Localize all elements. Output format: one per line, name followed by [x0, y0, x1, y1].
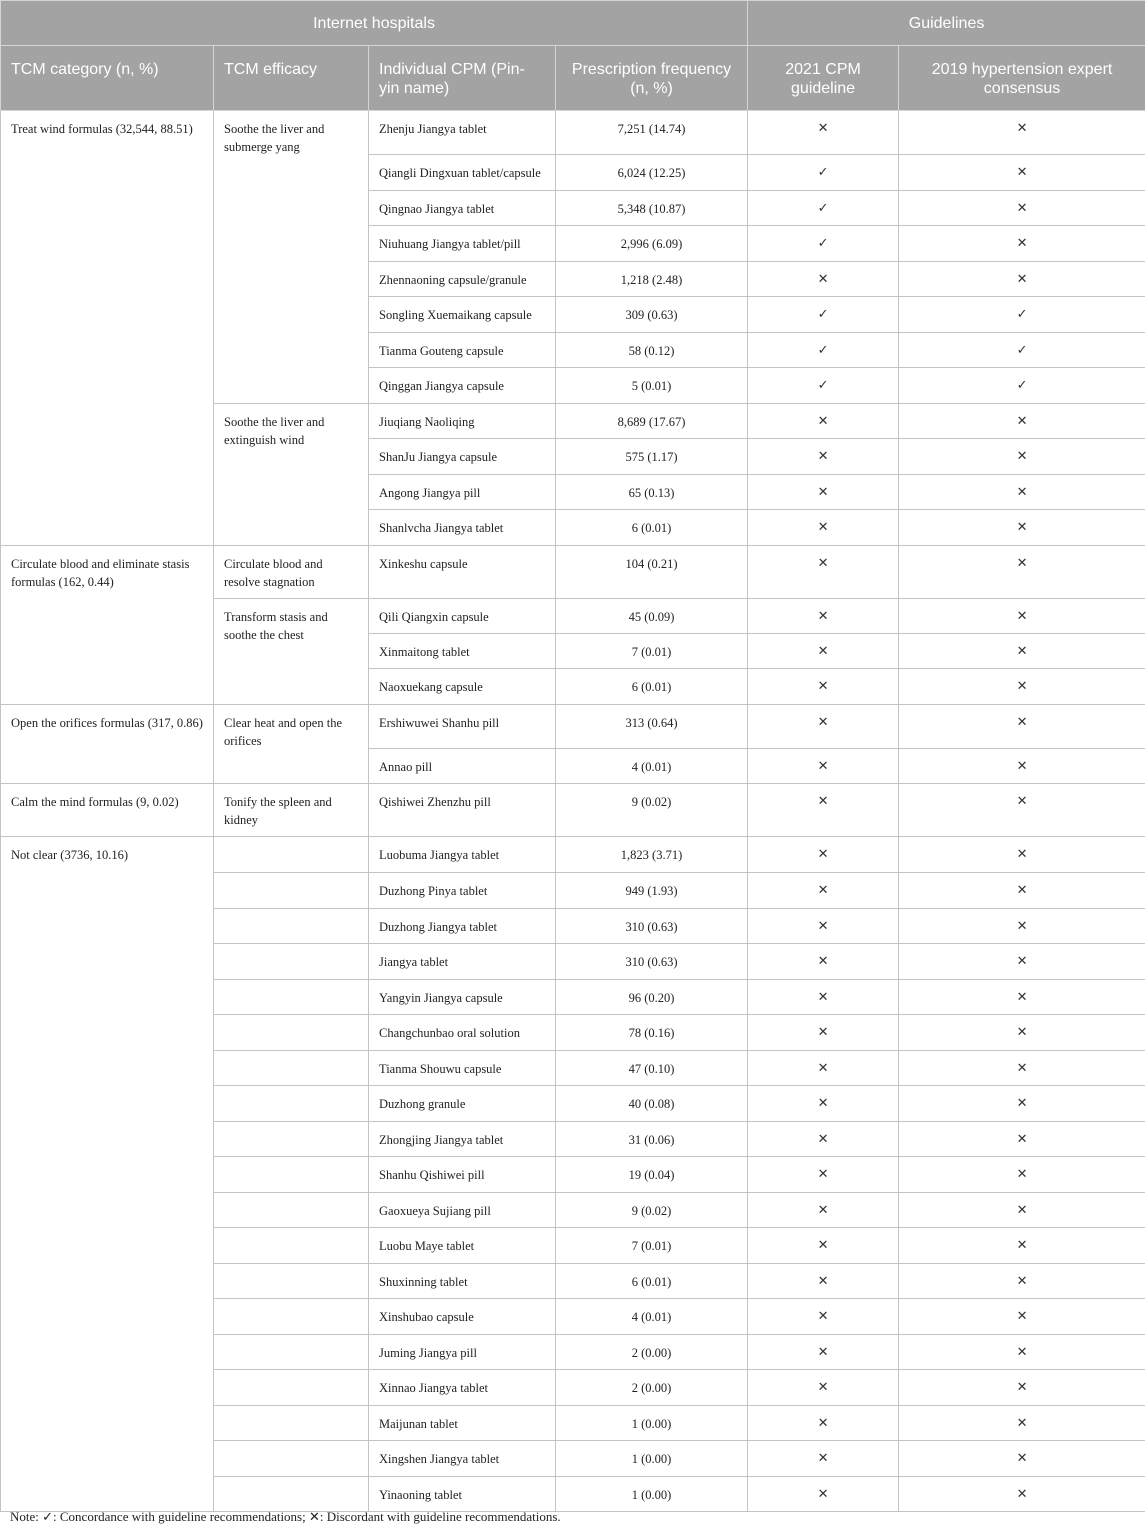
cpm-guideline-mark: ✓ — [748, 155, 899, 191]
cpm-name-cell: Zhenju Jiangya tablet — [369, 111, 556, 155]
cpm-name-cell: Xinshubao capsule — [369, 1299, 556, 1335]
consensus-mark: ✕ — [899, 111, 1145, 155]
cpm-guideline-mark: ✕ — [748, 784, 899, 837]
cpm-name-cell: Qili Qiangxin capsule — [369, 598, 556, 633]
cpm-name-cell: Juming Jiangya pill — [369, 1334, 556, 1370]
cpm-guideline-mark: ✕ — [748, 748, 899, 784]
column-header-frequency: Prescription frequency (n, %) — [556, 46, 748, 111]
cpm-name-cell: Luobu Maye tablet — [369, 1228, 556, 1264]
consensus-mark: ✕ — [899, 1405, 1145, 1441]
frequency-cell: 1,218 (2.48) — [556, 261, 748, 297]
efficacy-cell: Transform stasis and soothe the chest — [214, 598, 369, 704]
frequency-cell: 2 (0.00) — [556, 1334, 748, 1370]
cpm-name-cell: Xinnao Jiangya tablet — [369, 1370, 556, 1406]
efficacy-cell — [214, 944, 369, 980]
cpm-name-cell: Naoxuekang capsule — [369, 669, 556, 705]
efficacy-cell — [214, 979, 369, 1015]
consensus-mark: ✕ — [899, 1086, 1145, 1122]
column-header-cpm-guideline: 2021 CPM guideline — [748, 46, 899, 111]
efficacy-cell — [214, 1228, 369, 1264]
frequency-cell: 19 (0.04) — [556, 1157, 748, 1193]
cpm-guideline-mark: ✕ — [748, 510, 899, 546]
consensus-mark: ✕ — [899, 979, 1145, 1015]
consensus-mark: ✕ — [899, 1441, 1145, 1477]
efficacy-cell: Clear heat and open the orifices — [214, 704, 369, 784]
consensus-mark: ✕ — [899, 1192, 1145, 1228]
consensus-mark: ✓ — [899, 368, 1145, 404]
consensus-mark: ✕ — [899, 837, 1145, 873]
column-header-cpm: Individual CPM (Pin-yin name) — [369, 46, 556, 111]
frequency-cell: 6,024 (12.25) — [556, 155, 748, 191]
table-row — [1, 111, 1145, 155]
frequency-cell: 5,348 (10.87) — [556, 190, 748, 226]
consensus-mark: ✕ — [899, 1157, 1145, 1193]
cpm-guideline-mark: ✕ — [748, 598, 899, 633]
table-row — [1, 837, 1145, 873]
cpm-name-cell: Xingshen Jiangya tablet — [369, 1441, 556, 1477]
consensus-mark: ✕ — [899, 545, 1145, 598]
consensus-mark: ✕ — [899, 1228, 1145, 1264]
cpm-name-cell: Duzhong Pinya tablet — [369, 873, 556, 909]
table-row — [1, 704, 1145, 748]
cpm-guideline-mark: ✕ — [748, 837, 899, 873]
efficacy-cell — [214, 1370, 369, 1406]
cpm-name-cell: Shanlvcha Jiangya tablet — [369, 510, 556, 546]
cpm-guideline-mark: ✕ — [748, 1015, 899, 1051]
category-cell: Not clear (3736, 10.16) — [1, 837, 214, 1512]
cpm-guideline-mark: ✓ — [748, 332, 899, 368]
cpm-name-cell: Gaoxueya Sujiang pill — [369, 1192, 556, 1228]
consensus-mark: ✕ — [899, 474, 1145, 510]
table-body — [1, 111, 1145, 1512]
cpm-guideline-mark: ✕ — [748, 1405, 899, 1441]
frequency-cell: 1,823 (3.71) — [556, 837, 748, 873]
cpm-guideline-mark: ✕ — [748, 1228, 899, 1264]
group-header-internet-hospitals: Internet hospitals — [1, 1, 748, 46]
cpm-guideline-mark: ✓ — [748, 226, 899, 262]
consensus-mark: ✕ — [899, 704, 1145, 748]
cpm-name-cell: Changchunbao oral solution — [369, 1015, 556, 1051]
efficacy-cell — [214, 1050, 369, 1086]
cpm-name-cell: Xinkeshu capsule — [369, 545, 556, 598]
consensus-mark: ✕ — [899, 1476, 1145, 1512]
frequency-cell: 7 (0.01) — [556, 633, 748, 669]
frequency-cell: 310 (0.63) — [556, 944, 748, 980]
efficacy-cell — [214, 1405, 369, 1441]
efficacy-cell: Soothe the liver and submerge yang — [214, 111, 369, 404]
cpm-name-cell: Luobuma Jiangya tablet — [369, 837, 556, 873]
frequency-cell: 4 (0.01) — [556, 748, 748, 784]
frequency-cell: 45 (0.09) — [556, 598, 748, 633]
frequency-cell: 2 (0.00) — [556, 1370, 748, 1406]
cpm-name-cell: ShanJu Jiangya capsule — [369, 439, 556, 475]
frequency-cell: 9 (0.02) — [556, 784, 748, 837]
consensus-mark: ✕ — [899, 403, 1145, 439]
frequency-cell: 6 (0.01) — [556, 510, 748, 546]
frequency-cell: 309 (0.63) — [556, 297, 748, 333]
column-header-consensus: 2019 hypertension expert consensus — [899, 46, 1145, 111]
consensus-mark: ✕ — [899, 748, 1145, 784]
frequency-cell: 4 (0.01) — [556, 1299, 748, 1335]
efficacy-cell — [214, 1192, 369, 1228]
cpm-name-cell: Tianma Gouteng capsule — [369, 332, 556, 368]
consensus-mark: ✕ — [899, 226, 1145, 262]
frequency-cell: 5 (0.01) — [556, 368, 748, 404]
cpm-name-cell: Yinaoning tablet — [369, 1476, 556, 1512]
consensus-mark: ✓ — [899, 297, 1145, 333]
consensus-mark: ✕ — [899, 1370, 1145, 1406]
cpm-name-cell: Duzhong Jiangya tablet — [369, 908, 556, 944]
group-header-guidelines: Guidelines — [748, 1, 1145, 46]
cpm-guideline-mark: ✕ — [748, 704, 899, 748]
consensus-mark: ✕ — [899, 633, 1145, 669]
efficacy-cell — [214, 1086, 369, 1122]
cpm-name-cell: Ershiwuwei Shanhu pill — [369, 704, 556, 748]
cpm-guideline-mark: ✕ — [748, 1121, 899, 1157]
cpm-name-cell: Tianma Shouwu capsule — [369, 1050, 556, 1086]
table-row — [1, 784, 1145, 837]
efficacy-cell — [214, 1015, 369, 1051]
consensus-mark: ✕ — [899, 1334, 1145, 1370]
frequency-cell: 6 (0.01) — [556, 669, 748, 705]
cpm-name-cell: Qiangli Dingxuan tablet/capsule — [369, 155, 556, 191]
column-header-category: TCM category (n, %) — [1, 46, 214, 111]
frequency-cell: 310 (0.63) — [556, 908, 748, 944]
table-note: Note: ✓: Concordance with guideline recommendations; ✕: Discordant with guideline recommendations. — [10, 1509, 561, 1524]
category-cell: Open the orifices formulas (317, 0.86) — [1, 704, 214, 784]
cpm-guideline-mark: ✓ — [748, 297, 899, 333]
cpm-guideline-mark: ✕ — [748, 261, 899, 297]
cpm-guideline-mark: ✕ — [748, 979, 899, 1015]
category-cell: Circulate blood and eliminate stasis formulas (162, 0.44) — [1, 545, 214, 704]
consensus-mark: ✓ — [899, 332, 1145, 368]
consensus-mark: ✕ — [899, 1263, 1145, 1299]
cpm-guideline-mark: ✕ — [748, 944, 899, 980]
efficacy-cell: Tonify the spleen and kidney — [214, 784, 369, 837]
consensus-mark: ✕ — [899, 598, 1145, 633]
cpm-guideline-mark: ✕ — [748, 669, 899, 705]
frequency-cell: 104 (0.21) — [556, 545, 748, 598]
consensus-mark: ✕ — [899, 1299, 1145, 1335]
frequency-cell: 96 (0.20) — [556, 979, 748, 1015]
consensus-mark: ✕ — [899, 155, 1145, 191]
cpm-name-cell: Jiangya tablet — [369, 944, 556, 980]
frequency-cell: 313 (0.64) — [556, 704, 748, 748]
frequency-cell: 65 (0.13) — [556, 474, 748, 510]
cpm-guideline-mark: ✕ — [748, 111, 899, 155]
cpm-name-cell: Shuxinning tablet — [369, 1263, 556, 1299]
cpm-guideline-mark: ✕ — [748, 1157, 899, 1193]
efficacy-cell — [214, 1476, 369, 1512]
cpm-guideline-mark: ✕ — [748, 633, 899, 669]
frequency-cell: 1 (0.00) — [556, 1476, 748, 1512]
cpm-guideline-mark: ✕ — [748, 439, 899, 475]
category-cell: Treat wind formulas (32,544, 88.51) — [1, 111, 214, 546]
cpm-name-cell: Yangyin Jiangya capsule — [369, 979, 556, 1015]
frequency-cell: 58 (0.12) — [556, 332, 748, 368]
cpm-guideline-mark: ✕ — [748, 1370, 899, 1406]
consensus-mark: ✕ — [899, 1015, 1145, 1051]
cpm-name-cell: Zhongjing Jiangya tablet — [369, 1121, 556, 1157]
frequency-cell: 1 (0.00) — [556, 1441, 748, 1477]
cpm-name-cell: Xinmaitong tablet — [369, 633, 556, 669]
consensus-mark: ✕ — [899, 1121, 1145, 1157]
consensus-mark: ✕ — [899, 669, 1145, 705]
cpm-name-cell: Jiuqiang Naoliqing — [369, 403, 556, 439]
efficacy-cell — [214, 1299, 369, 1335]
cpm-guideline-mark: ✕ — [748, 1334, 899, 1370]
efficacy-cell — [214, 837, 369, 873]
cpm-name-cell: Qingnao Jiangya tablet — [369, 190, 556, 226]
cpm-guideline-mark: ✕ — [748, 908, 899, 944]
cpm-guideline-mark: ✕ — [748, 403, 899, 439]
efficacy-cell — [214, 873, 369, 909]
category-cell: Calm the mind formulas (9, 0.02) — [1, 784, 214, 837]
frequency-cell: 40 (0.08) — [556, 1086, 748, 1122]
frequency-cell: 78 (0.16) — [556, 1015, 748, 1051]
consensus-mark: ✕ — [899, 873, 1145, 909]
cpm-guideline-mark: ✕ — [748, 1050, 899, 1086]
cpm-name-cell: Angong Jiangya pill — [369, 474, 556, 510]
frequency-cell: 949 (1.93) — [556, 873, 748, 909]
cpm-guideline-mark: ✓ — [748, 368, 899, 404]
cpm-name-cell: Maijunan tablet — [369, 1405, 556, 1441]
cpm-name-cell: Niuhuang Jiangya tablet/pill — [369, 226, 556, 262]
cpm-name-cell: Qinggan Jiangya capsule — [369, 368, 556, 404]
cpm-guideline-mark: ✕ — [748, 474, 899, 510]
cpm-name-cell: Duzhong granule — [369, 1086, 556, 1122]
cpm-guideline-mark: ✕ — [748, 873, 899, 909]
cpm-name-cell: Shanhu Qishiwei pill — [369, 1157, 556, 1193]
cpm-name-cell: Qishiwei Zhenzhu pill — [369, 784, 556, 837]
cpm-guideline-mark: ✕ — [748, 1086, 899, 1122]
efficacy-cell: Circulate blood and resolve stagnation — [214, 545, 369, 598]
efficacy-cell — [214, 1441, 369, 1477]
frequency-cell: 2,996 (6.09) — [556, 226, 748, 262]
frequency-cell: 575 (1.17) — [556, 439, 748, 475]
cpm-guideline-mark: ✕ — [748, 1441, 899, 1477]
column-header-efficacy: TCM efficacy — [214, 46, 369, 111]
frequency-cell: 47 (0.10) — [556, 1050, 748, 1086]
frequency-cell: 1 (0.00) — [556, 1405, 748, 1441]
cpm-guideline-mark: ✕ — [748, 1476, 899, 1512]
cpm-guideline-mark: ✓ — [748, 190, 899, 226]
cpm-name-cell: Zhennaoning capsule/granule — [369, 261, 556, 297]
cpm-guideline-mark: ✕ — [748, 545, 899, 598]
efficacy-cell — [214, 1334, 369, 1370]
cpm-name-cell: Songling Xuemaikang capsule — [369, 297, 556, 333]
consensus-mark: ✕ — [899, 261, 1145, 297]
frequency-cell: 31 (0.06) — [556, 1121, 748, 1157]
frequency-cell: 6 (0.01) — [556, 1263, 748, 1299]
frequency-cell: 7 (0.01) — [556, 1228, 748, 1264]
efficacy-cell — [214, 1121, 369, 1157]
consensus-mark: ✕ — [899, 908, 1145, 944]
cpm-guideline-mark: ✕ — [748, 1299, 899, 1335]
efficacy-cell — [214, 908, 369, 944]
cpm-guideline-mark: ✕ — [748, 1263, 899, 1299]
consensus-mark: ✕ — [899, 439, 1145, 475]
frequency-cell: 8,689 (17.67) — [556, 403, 748, 439]
efficacy-cell — [214, 1157, 369, 1193]
consensus-mark: ✕ — [899, 1050, 1145, 1086]
consensus-mark: ✕ — [899, 510, 1145, 546]
consensus-mark: ✕ — [899, 784, 1145, 837]
consensus-mark: ✕ — [899, 190, 1145, 226]
cpm-name-cell: Annao pill — [369, 748, 556, 784]
efficacy-cell: Soothe the liver and extinguish wind — [214, 403, 369, 545]
frequency-cell: 9 (0.02) — [556, 1192, 748, 1228]
consensus-mark: ✕ — [899, 944, 1145, 980]
table-row — [1, 545, 1145, 598]
cpm-guideline-mark: ✕ — [748, 1192, 899, 1228]
efficacy-cell — [214, 1263, 369, 1299]
frequency-cell: 7,251 (14.74) — [556, 111, 748, 155]
